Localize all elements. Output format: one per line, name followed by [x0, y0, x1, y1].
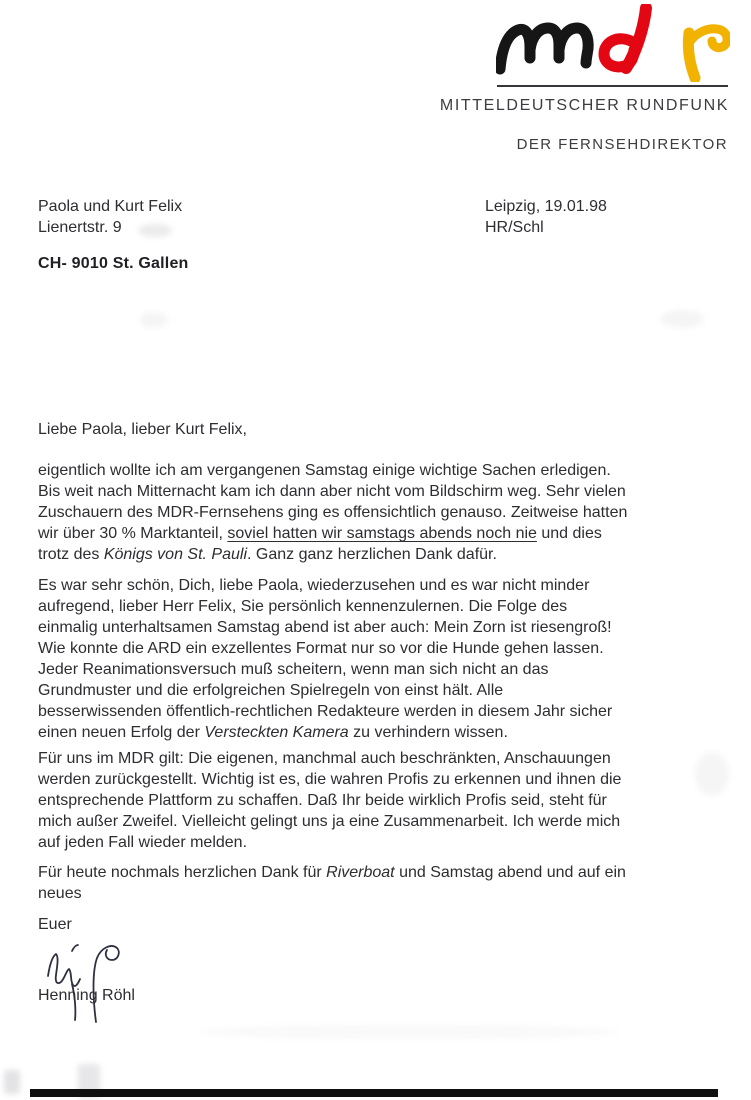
logo-letter-m [500, 28, 588, 69]
mdr-logo-icon [496, 4, 730, 82]
recipient-street: Lienertstr. 9 [38, 219, 122, 236]
text-segment: neues [38, 885, 82, 902]
closing-word: Euer [38, 916, 72, 933]
text-segment: Für uns im MDR gilt: Die eigenen, manchmal auch beschränkten, Anschauungen [38, 750, 611, 767]
paragraph [38, 748, 621, 853]
text-line [38, 680, 612, 701]
text-segment: Grundmuster und die erfolgreichen Spielregeln von einst hält. Alle [38, 682, 504, 699]
paragraph [38, 460, 627, 565]
text-line [38, 659, 612, 680]
text-segment: trotz des [38, 546, 104, 563]
paragraph [38, 862, 626, 904]
text-segment: zu verhindern wissen. [348, 724, 508, 741]
text-line [38, 790, 621, 811]
scan-smudge [200, 1025, 620, 1039]
logo-letter-r [688, 29, 727, 78]
text-line [38, 617, 612, 638]
letter-meta [485, 196, 607, 238]
text-line [38, 596, 612, 617]
recipient-city: CH- 9010 St. Gallen [38, 255, 189, 272]
salutation: Liebe Paola, lieber Kurt Felix, [38, 421, 247, 438]
text-line [38, 701, 612, 722]
text-line [38, 748, 621, 769]
department-title: DER FERNSEHDIREKTOR [516, 136, 728, 153]
text-line [38, 811, 621, 832]
text-line [38, 502, 627, 523]
text-segment: Zuschauern des MDR-Fernsehens ging es offensichtlich genauso. Zeitweise hatten [38, 504, 628, 521]
text-segment: Wie konnte die ARD ein exzellentes Format nur so vor die Hunde gehen lassen. [38, 640, 604, 657]
text-segment: Es war sehr schön, Dich, liebe Paola, wiederzusehen und es war nicht minder [38, 577, 590, 594]
text-line [38, 575, 612, 596]
text-line [38, 544, 627, 565]
text-line [38, 832, 621, 853]
paragraph [38, 575, 612, 743]
logo-letter-d [604, 8, 646, 68]
text-segment: mich außer Zweifel. Vielleicht gelingt uns ja eine Zusammenarbeit. Ich werde mich [38, 813, 621, 830]
reference-code: HR/Schl [485, 219, 544, 236]
scan-smudge [140, 312, 168, 328]
underlined-text: soviel hatten wir samstags abends noch nie [227, 525, 537, 542]
text-line [38, 883, 626, 904]
italic-title: Versteckten Kamera [204, 724, 349, 741]
text-segment: eigentlich wollte ich am vergangenen Samstag einige wichtige Sachen erledigen. [38, 462, 611, 479]
text-line [38, 862, 626, 883]
text-line [38, 481, 627, 502]
text-segment: und Samstag abend und auf ein [394, 864, 626, 881]
text-segment: aufregend, lieber Herr Felix, Sie persönlich kennenzulernen. Die Folge des [38, 598, 568, 615]
letterhead-rule [497, 85, 728, 87]
handwritten-signature [30, 938, 160, 1030]
text-line [38, 638, 612, 659]
signer-name: Henning Röhl [38, 987, 135, 1004]
italic-title: Riverboat [326, 864, 395, 881]
scan-smudge [4, 1070, 20, 1094]
text-segment: wir über 30 % Marktanteil, [38, 525, 228, 542]
text-segment: besserwissenden öffentlich-rechtlichen Redakteure werden in diesem Jahr sicher [38, 703, 613, 720]
text-line [38, 460, 627, 481]
scan-smudge [660, 310, 704, 328]
text-segment: entsprechende Plattform zu schaffen. Daß Ihr beide wirklich Profis seid, steht für [38, 792, 607, 809]
text-segment: Für heute nochmals herzlichen Dank für [38, 864, 327, 881]
text-segment: Jeder Reanimationsversuch muß scheitern, wenn man sich nicht an das [38, 661, 549, 678]
text-segment: auf jeden Fall wieder melden. [38, 834, 248, 851]
text-segment: Bis weit nach Mitternacht kam ich dann aber nicht vom Bildschirm weg. Sehr vielen [38, 483, 626, 500]
text-segment: einmalig unterhaltsamen Samstag abend ist aber auch: Mein Zorn ist riesengroß! [38, 619, 612, 636]
text-segment: . Ganz ganz herzlichen Dank dafür. [247, 546, 497, 563]
organization-name: MITTELDEUTSCHER RUNDFUNK [439, 97, 729, 114]
place-date: Leipzig, 19.01.98 [485, 198, 607, 215]
text-line [38, 523, 627, 544]
text-segment: werden zurückgestellt. Wichtig ist es, die wahren Profis zu erkennen und ihnen die [38, 771, 622, 788]
text-segment: und dies [536, 525, 602, 542]
text-segment: einen neuen Erfolg der [38, 724, 205, 741]
text-line [38, 722, 612, 743]
scan-smudge [138, 224, 172, 237]
text-line [38, 769, 621, 790]
scan-edge-bar [30, 1089, 718, 1097]
italic-title: Königs von St. Pauli [103, 546, 248, 563]
scan-smudge [695, 752, 729, 796]
recipient-name: Paola und Kurt Felix [38, 198, 183, 215]
